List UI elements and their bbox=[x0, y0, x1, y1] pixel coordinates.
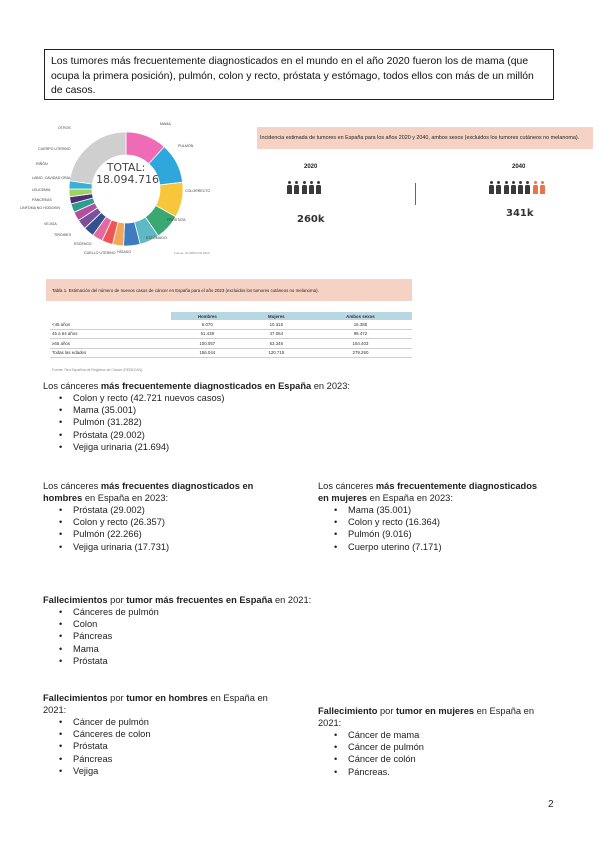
list-item: • Cáncer de mama bbox=[318, 729, 543, 741]
table-header-hombres: Hombres bbox=[171, 312, 244, 320]
table-cell-label: Todas las edades bbox=[50, 348, 171, 358]
table-header-row bbox=[50, 312, 412, 320]
label-tiroides: TIROIDES bbox=[54, 233, 71, 237]
label-pulmon: PULMÓN bbox=[178, 144, 194, 148]
person-icon bbox=[511, 181, 516, 194]
person-icon bbox=[316, 181, 321, 194]
list-item: • Colon bbox=[43, 618, 563, 630]
label-mama: MAMA bbox=[160, 122, 171, 126]
list-item: • Cánceres de colon bbox=[43, 728, 268, 740]
label-vejiga: VEJIGA bbox=[44, 222, 57, 226]
donut-total-label: TOTAL: bbox=[106, 161, 146, 174]
heading-text: en 2021: bbox=[272, 595, 312, 605]
label-esofago: ESÓFAGO bbox=[74, 242, 92, 246]
list-item: • Mama bbox=[43, 643, 563, 655]
heading-bold: más frecuentemente diagnosticados en España bbox=[100, 381, 312, 391]
list-item: • Pulmón (22.266) bbox=[43, 528, 293, 540]
section-women-2023 bbox=[318, 480, 543, 553]
heading-text: en España en 2023: bbox=[82, 493, 169, 503]
section-deaths-2021 bbox=[43, 594, 563, 667]
list-item: • Pulmón (9.016) bbox=[318, 528, 543, 540]
section-heading bbox=[43, 692, 268, 716]
table-cell-label: ≥65 años bbox=[50, 339, 171, 349]
heading-text: Los cánceres bbox=[318, 481, 376, 491]
bullet-list bbox=[318, 729, 543, 778]
table-cell-ambos: 279.260 bbox=[309, 348, 412, 358]
label-cuerpo-uterino: CUERPO UTERINO bbox=[38, 147, 71, 151]
incidence-banner bbox=[257, 127, 593, 149]
count-2040: 341k bbox=[506, 208, 534, 219]
label-linfoma: LINFOMA NO HODGKIN bbox=[20, 206, 60, 210]
intro-text: Los tumores más frecuentemente diagnosticados en el mundo en el año 2020 fueron los de mama (que ocupa la primera posición), pulmón, colon y recto, próstata y estómago, todos ellos con más de un millón de casos. bbox=[51, 56, 534, 96]
label-higado: HÍGADO bbox=[117, 250, 132, 254]
table-cell-ambos: 164.403 bbox=[309, 339, 412, 349]
table-cell-hombres: 6.070 bbox=[171, 320, 244, 329]
table-header-empty bbox=[50, 312, 171, 320]
table-cell-ambos: 16.385 bbox=[309, 320, 412, 329]
table-cell-mujeres: 10.315 bbox=[244, 320, 309, 329]
section-heading bbox=[43, 594, 563, 606]
table-cell-hombres: 100.057 bbox=[171, 339, 244, 349]
page-number: 2 bbox=[548, 799, 554, 810]
section-men-2023 bbox=[43, 480, 293, 553]
heading-text: por bbox=[107, 693, 127, 703]
list-item: • Próstata bbox=[43, 655, 563, 667]
person-icon bbox=[294, 181, 299, 194]
list-item: • Páncreas. bbox=[318, 766, 543, 778]
heading-text: Los cánceres bbox=[43, 481, 101, 491]
table-header-mujeres: Mujeres bbox=[244, 312, 309, 320]
list-item: • Próstata (29.002) bbox=[43, 429, 563, 441]
table-note: Fuente: Red Española de Registros de Cáncer (REDECAN) bbox=[52, 368, 143, 372]
table-row bbox=[50, 320, 412, 329]
person-icon bbox=[302, 181, 307, 194]
list-item: • Vejiga bbox=[43, 765, 268, 777]
donut-total-value: 18.094.716 bbox=[96, 173, 159, 186]
person-icon bbox=[309, 181, 314, 194]
list-item: • Pulmón (31.282) bbox=[43, 416, 563, 428]
bullet-list bbox=[43, 392, 563, 453]
section-deaths-men-2021 bbox=[43, 692, 268, 777]
label-otros: OTROS bbox=[58, 126, 71, 130]
table-cell-mujeres: 47.054 bbox=[244, 329, 309, 339]
label-leucemia: LEUCEMIA bbox=[32, 188, 51, 192]
table-cell-mujeres: 63.346 bbox=[244, 339, 309, 349]
heading-bold: Fallecimiento bbox=[318, 706, 378, 716]
label-rinon: RIÑÓN bbox=[36, 162, 48, 166]
table-row bbox=[50, 339, 412, 349]
donut-chart bbox=[20, 114, 250, 264]
heading-bold: más frecuentemente diagnosticados en mujeres bbox=[318, 481, 538, 503]
section-spain-2023 bbox=[43, 380, 563, 453]
list-item: • Cáncer de colón bbox=[318, 753, 543, 765]
table-header-ambos: Ambos sexos bbox=[309, 312, 412, 320]
section-heading bbox=[43, 480, 293, 504]
heading-text: en España en 2021: bbox=[318, 706, 535, 728]
list-item: • Colon y recto (42.721 nuevos casos) bbox=[43, 392, 563, 404]
person-icon bbox=[496, 181, 501, 194]
list-item: • Cuerpo uterino (7.171) bbox=[318, 541, 543, 553]
table-cell-hombres: 156.044 bbox=[171, 348, 244, 358]
donut-source: Fuente: GLOBOCAN 2020 bbox=[174, 251, 210, 255]
count-2020: 260k bbox=[297, 214, 325, 225]
list-item: • Mama (35.001) bbox=[43, 404, 563, 416]
list-item: • Próstata bbox=[43, 740, 268, 752]
table-cell-label: 45 a 64 años bbox=[50, 329, 171, 339]
list-item: • Colon y recto (26.357) bbox=[43, 516, 293, 528]
list-item: • Cánceres de pulmón bbox=[43, 606, 563, 618]
label-cuello-uterino: CUELLO UTERINO bbox=[84, 251, 116, 255]
list-item: • Cáncer de pulmón bbox=[318, 741, 543, 753]
label-estomago: ESTÓMAGO bbox=[146, 236, 167, 240]
heading-bold: Fallecimientos bbox=[43, 693, 108, 703]
label-pancreas: PÁNCREAS bbox=[32, 198, 52, 202]
list-item: • Mama (35.001) bbox=[318, 504, 543, 516]
table-cell-hombres: 51.438 bbox=[171, 329, 244, 339]
table-cell-label: <45 años bbox=[50, 320, 171, 329]
bullet-list bbox=[43, 504, 293, 553]
section-heading bbox=[318, 480, 543, 504]
list-item: • Colon y recto (16.364) bbox=[318, 516, 543, 528]
person-icon bbox=[518, 181, 523, 194]
section-heading bbox=[43, 380, 563, 392]
list-item: • Cáncer de pulmón bbox=[43, 716, 268, 728]
section-deaths-women-2021 bbox=[318, 705, 543, 778]
table-cell-ambos: 98.472 bbox=[309, 329, 412, 339]
donut-total bbox=[96, 161, 159, 186]
person-icon-extra bbox=[540, 181, 545, 194]
heading-text: por bbox=[377, 706, 397, 716]
list-item: • Próstata (29.002) bbox=[43, 504, 293, 516]
heading-bold: más frecuentes diagnosticados en hombres bbox=[43, 481, 254, 503]
table-banner bbox=[46, 279, 412, 301]
incidence-divider bbox=[415, 183, 416, 205]
table-cell-mujeres: 120.715 bbox=[244, 348, 309, 358]
year-2020: 2020 bbox=[304, 164, 318, 170]
label-labio: LABIO, CAVIDAD ORAL bbox=[32, 176, 72, 180]
section-heading bbox=[318, 705, 543, 729]
intro-box bbox=[44, 49, 554, 100]
incidence-banner-text: Incidencia estimada de tumores en España para los años 2020 y 2040, ambos sexos (excluidos los tumores cutáneos no melanoma). bbox=[260, 135, 580, 141]
list-item: • Páncreas bbox=[43, 753, 268, 765]
list-item: • Páncreas bbox=[43, 630, 563, 642]
person-icon bbox=[489, 181, 494, 194]
table-row bbox=[50, 329, 412, 339]
label-prostata: PRÓSTATA bbox=[167, 218, 186, 222]
people-icons-2020 bbox=[287, 181, 323, 199]
person-icon-extra bbox=[533, 181, 538, 194]
year-2040: 2040 bbox=[512, 164, 526, 170]
heading-text: por bbox=[107, 595, 127, 605]
heading-text: en 2023: bbox=[311, 381, 350, 391]
bullet-list bbox=[43, 716, 268, 777]
label-colorrecto: COLORRECTO bbox=[185, 189, 211, 193]
table-title: Tabla 1. Estimación del número de nuevos casos de cáncer en España para el año 2023 (excluidos los tumores cutáneos no melanoma). bbox=[52, 287, 319, 293]
bullet-list bbox=[318, 504, 543, 553]
heading-text: en España en 2021: bbox=[43, 693, 268, 715]
heading-text: Los cánceres bbox=[43, 381, 101, 391]
heading-text: en España en 2023: bbox=[367, 493, 453, 503]
heading-bold: Fallecimientos bbox=[43, 595, 108, 605]
list-item: • Vejiga urinaria (17.731) bbox=[43, 541, 293, 553]
person-icon bbox=[504, 181, 509, 194]
bullet-list bbox=[43, 606, 563, 667]
list-item: • Vejiga urinaria (21.694) bbox=[43, 441, 563, 453]
people-icons-2040 bbox=[489, 181, 547, 199]
heading-bold: tumor en mujeres bbox=[396, 706, 475, 716]
table-row-total bbox=[50, 348, 412, 358]
incidence-table bbox=[50, 312, 412, 358]
heading-bold: tumor en hombres bbox=[126, 693, 208, 703]
person-icon bbox=[287, 181, 292, 194]
heading-bold: tumor más frecuentes en España bbox=[126, 595, 273, 605]
person-icon bbox=[525, 181, 530, 194]
